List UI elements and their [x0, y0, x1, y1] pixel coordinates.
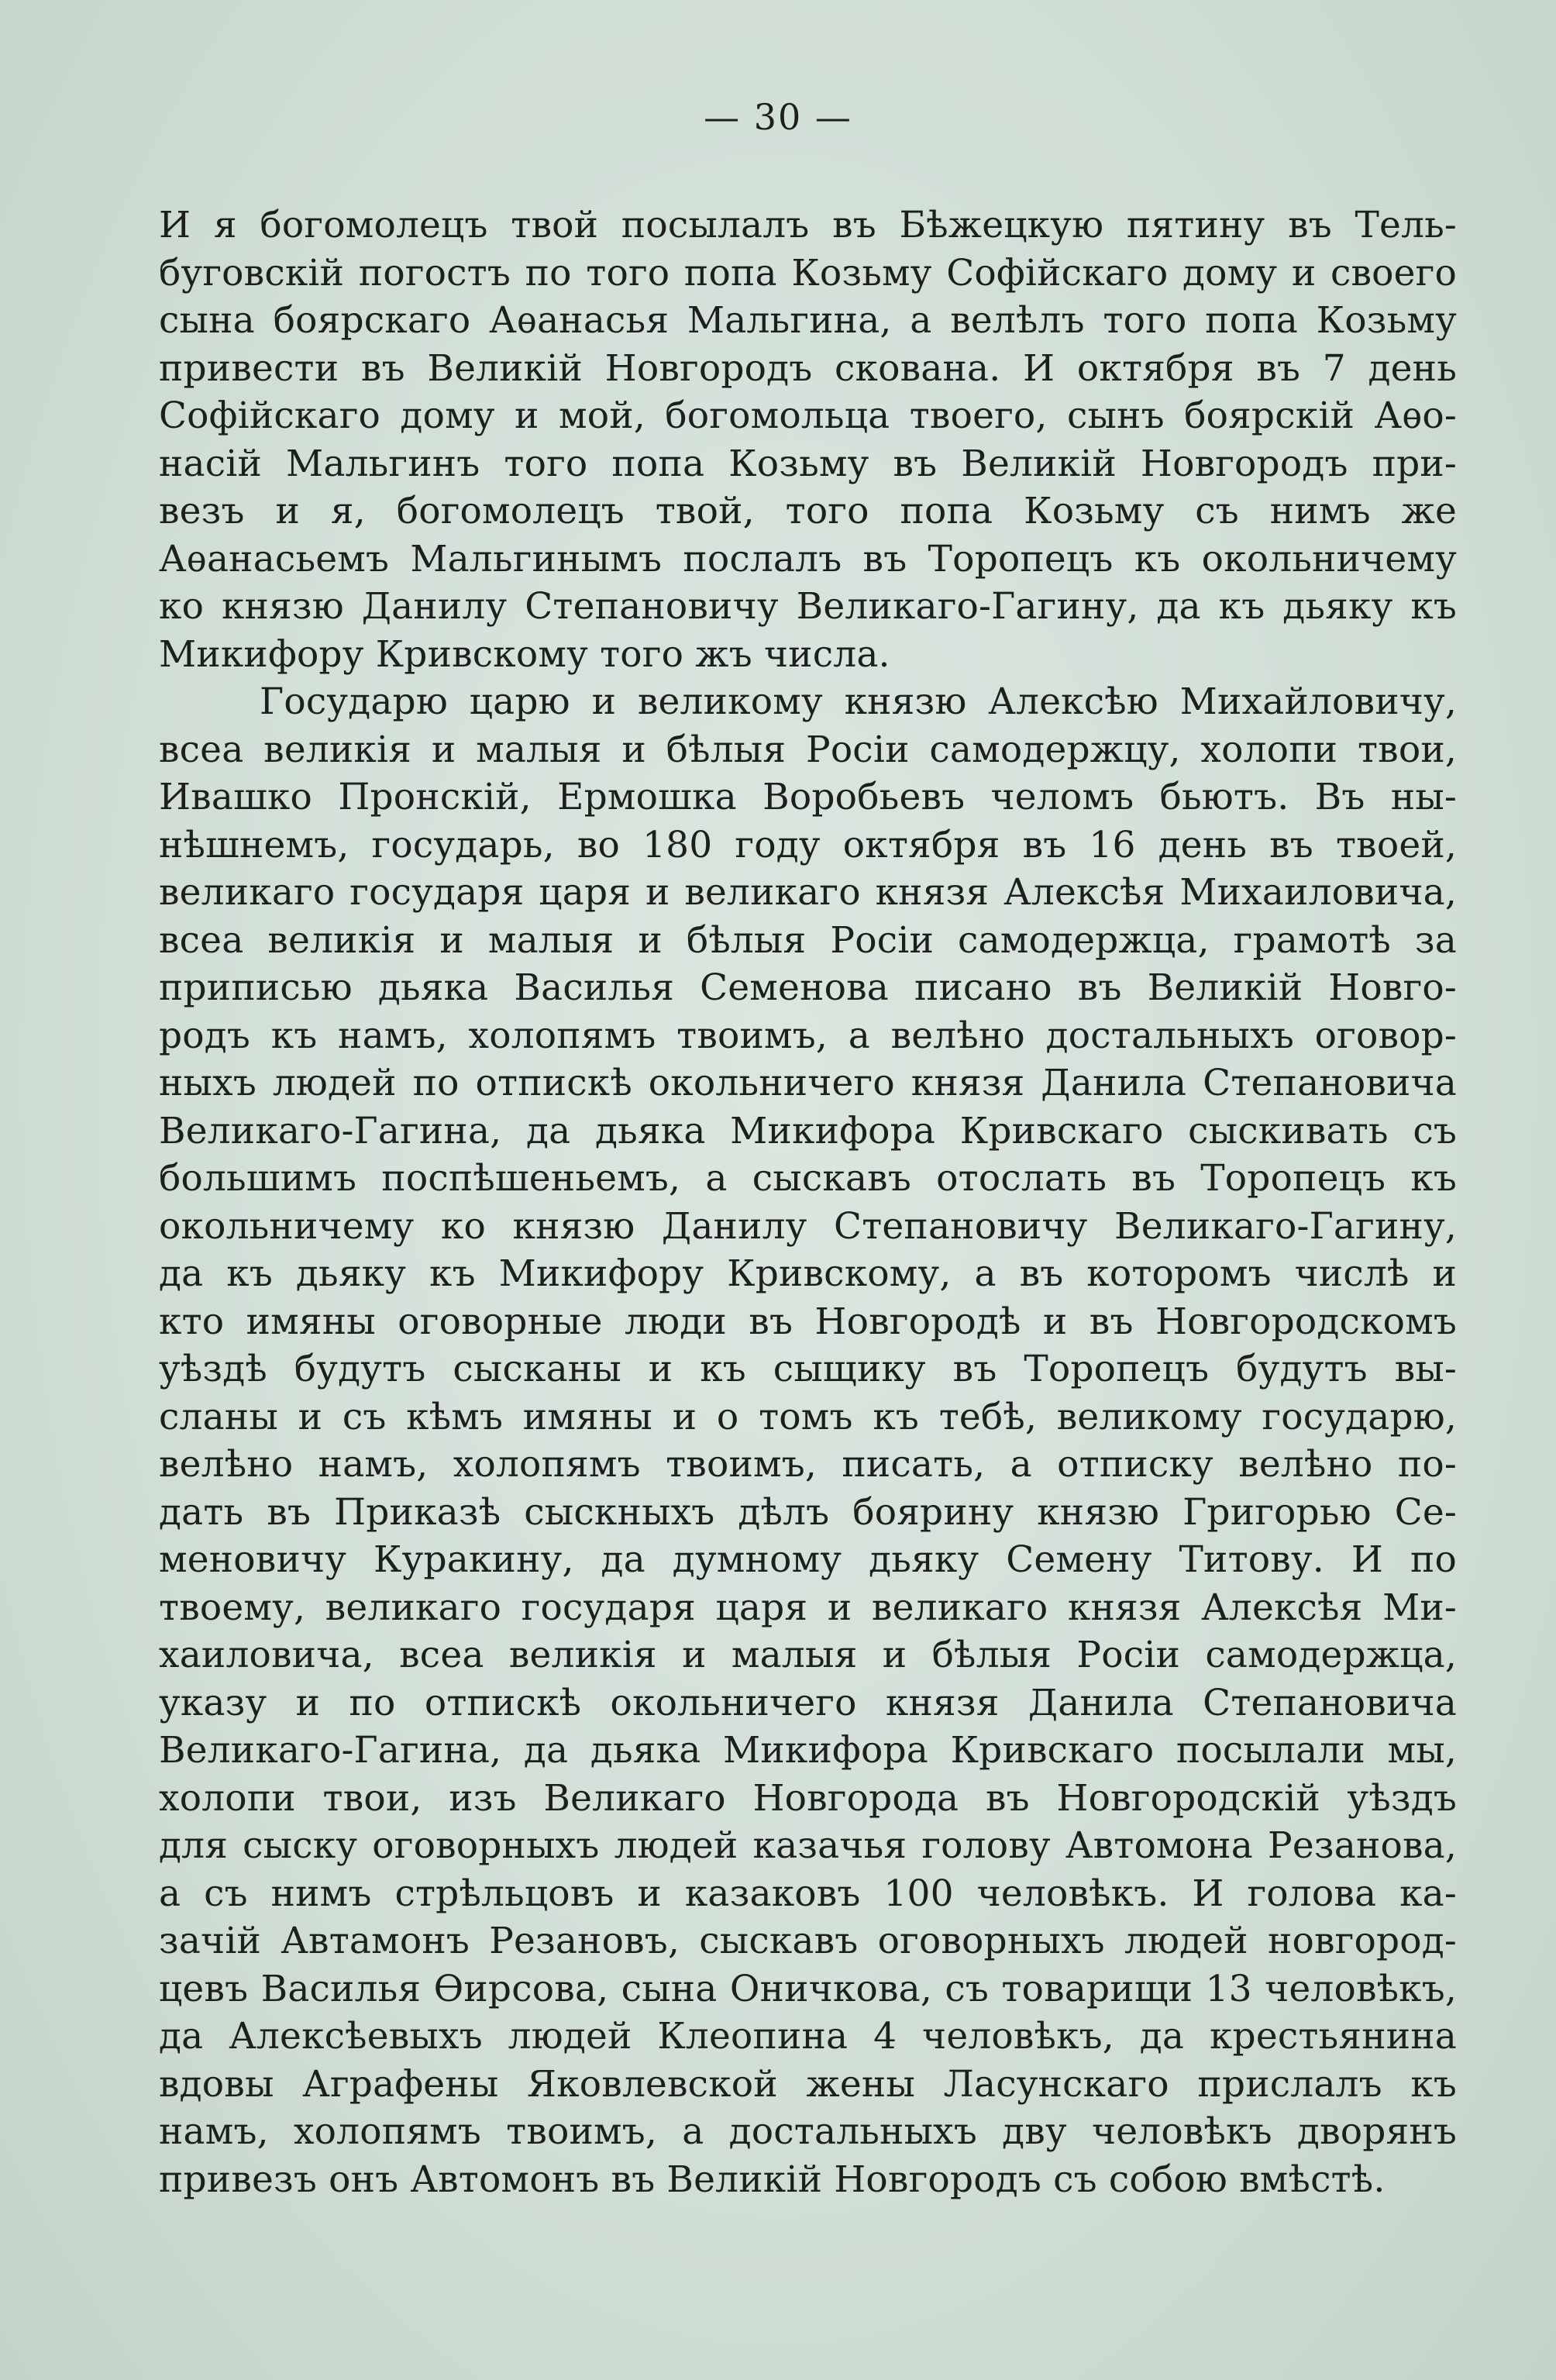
paragraph — [159, 678, 1457, 2203]
text-line: сланы и съ кѣмъ имяны и о томъ къ тебѣ, великому государю, — [159, 1395, 1457, 1438]
text-line: всеа великія и малыя и бѣлыя Росіи самодержца, грамотѣ за — [159, 918, 1457, 962]
text-line: окольничему ко князю Данилу Степановичу Великаго-Гагину, — [159, 1204, 1457, 1248]
text-line: Микифору Кривскому того жъ числа. — [159, 632, 890, 676]
text-line: холопи твои, изъ Великаго Новгорода въ Новгородскій уѣздъ — [159, 1776, 1457, 1820]
text-line: велѣно намъ, холопямъ твоимъ, писать, а отписку велѣно по- — [159, 1443, 1457, 1486]
text-line: буговскій погостъ по того попа Козьму Софійскаго дому и своего — [159, 251, 1457, 294]
text-line: ко князю Данилу Степановичу Великаго-Гагину, да къ дьяку къ — [159, 585, 1457, 628]
text-line: приписью дьяка Василья Семенова писано въ Великій Новго- — [159, 966, 1457, 1009]
text-line: сына боярскаго Аѳанасья Мальгина, а велѣлъ того попа Козьму — [159, 299, 1457, 342]
text-line: указу и по отпискѣ окольничего князя Данила Степановича — [159, 1681, 1457, 1724]
text-line: хаиловича, всеа великія и малыя и бѣлыя Росіи самодержца, — [159, 1634, 1457, 1676]
text-line: а съ нимъ стрѣльцовъ и казаковъ 100 человѣкъ. И голова ка- — [159, 1872, 1457, 1915]
text-line: твоему, великаго государя царя и великаго князя Алексѣя Ми- — [159, 1586, 1457, 1629]
body-text — [159, 201, 1457, 2203]
paragraph — [159, 201, 1457, 678]
text-line: насій Мальгинъ того попа Козьму въ Великій Новгородъ при- — [159, 442, 1457, 485]
text-line: привезъ онъ Автомонъ въ Великій Новгородъ съ собою вмѣстѣ. — [159, 2158, 1386, 2201]
text-line: великаго государя царя и великаго князя Алексѣя Михаиловича, — [159, 871, 1457, 914]
text-line: зачій Автамонъ Резановъ, сыскавъ оговорныхъ людей новгород- — [159, 1920, 1457, 1962]
text-line: И я богомолецъ твой посылалъ въ Бѣжецкую пятину въ Тель- — [159, 204, 1457, 246]
text-line: меновичу Куракину, да думному дьяку Семену Титову. И по — [159, 1538, 1457, 1581]
text-line: привести въ Великій Новгородъ скована. И октября въ 7 день — [159, 346, 1457, 390]
text-line: родъ къ намъ, холопямъ твоимъ, а велѣно достальныхъ оговор- — [159, 1014, 1457, 1057]
text-line: для сыску оговорныхъ людей казачья голову Автомона Резанова, — [159, 1824, 1457, 1867]
text-line: большимъ поспѣшеньемъ, а сыскавъ отослать въ Торопецъ къ — [159, 1157, 1457, 1200]
text-line: кто имяны оговорные люди въ Новгородѣ и въ Новгородскомъ — [159, 1300, 1457, 1343]
text-line: всеа великія и малыя и бѣлыя Росіи самодержцу, холопи твои, — [159, 728, 1457, 771]
text-line: ныхъ людей по отпискѣ окольничего князя Данила Степановича — [159, 1062, 1457, 1104]
text-line: Софійскаго дому и мой, богомольца твоего, сынъ боярскій Аѳо- — [159, 394, 1457, 437]
text-line: вдовы Аграфены Яковлевской жены Ласунскаго прислалъ къ — [159, 2062, 1457, 2106]
text-line: да Алексѣевыхъ людей Клеопина 4 человѣкъ, да крестьянина — [159, 2015, 1457, 2058]
text-line: Аѳанасьемъ Мальгинымъ послалъ въ Торопецъ къ окольничему — [159, 537, 1457, 580]
text-line: везъ и я, богомолецъ твой, того попа Козьму съ нимъ же — [159, 490, 1457, 532]
text-line: да къ дьяку къ Микифору Кривскому, а въ которомъ числѣ и — [159, 1252, 1457, 1295]
page-number: — 30 — — [704, 96, 852, 138]
text-line: Великаго-Гагина, да дьяка Микифора Кривскаго сыскивать съ — [159, 1109, 1457, 1152]
text-line: Ивашко Пронскій, Ермошка Воробьевъ челомъ бьютъ. Въ ны- — [159, 776, 1457, 818]
text-line: нѣшнемъ, государь, во 180 году октября въ 16 день въ твоей, — [159, 823, 1457, 866]
text-line: уѣздѣ будутъ сысканы и къ сыщику въ Торопецъ будутъ вы- — [159, 1348, 1457, 1390]
text-line: Великаго-Гагина, да дьяка Микифора Кривскаго посылали мы, — [159, 1729, 1457, 1772]
text-line: Государю царю и великому князю Алексѣю Михайловичу, — [260, 680, 1457, 723]
text-line: намъ, холопямъ твоимъ, а достальныхъ дву человѣкъ дворянъ — [159, 2110, 1457, 2153]
text-line: цевъ Василья Ѳирсова, сына Оничкова, съ товарищи 13 человѣкъ, — [159, 1967, 1457, 2010]
text-line: дать въ Приказѣ сыскныхъ дѣлъ боярину князю Григорью Се- — [159, 1490, 1457, 1534]
